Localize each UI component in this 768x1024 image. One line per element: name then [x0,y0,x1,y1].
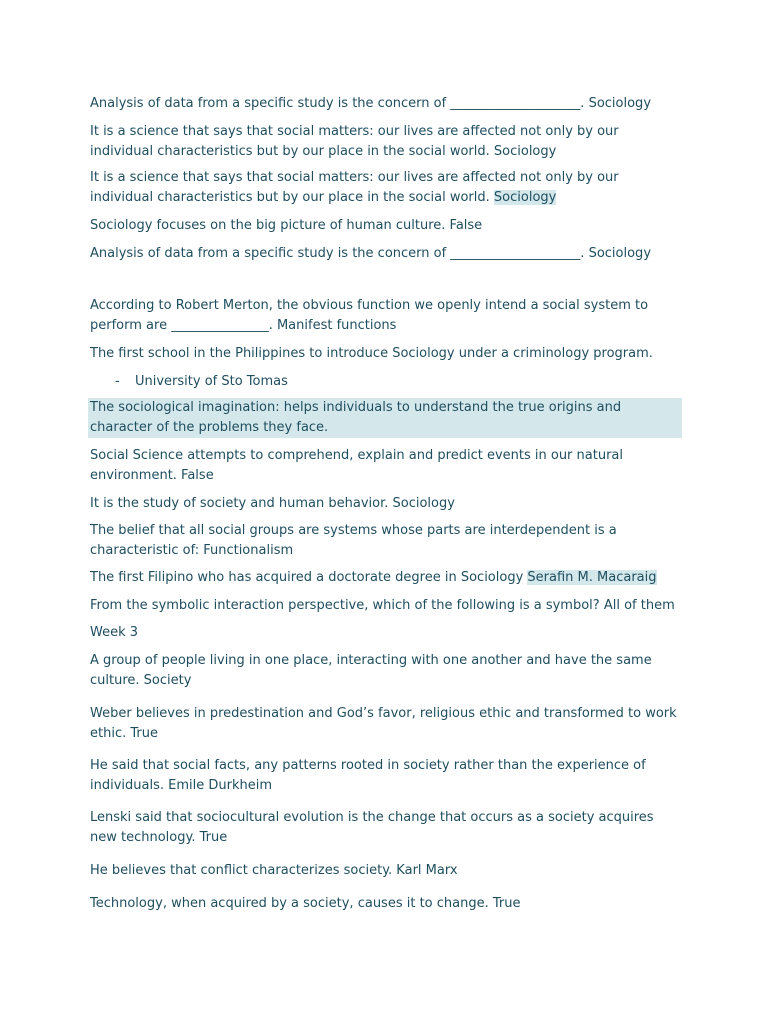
question-line: It is a science that says that social matters: our lives are affected not only by our individual characteristics but by our place in the social world. Sociology [90,124,619,159]
question-line: A group of people living in one place, interacting with one another and have the same culture. Society [90,653,652,688]
question-line: Analysis of data from a specific study is the concern of ____________________. Sociology [90,246,652,261]
section-heading: Week 3 [90,625,139,640]
question-text: The first Filipino who has acquired a doctorate degree in Sociology [90,570,524,585]
highlighted-question: The sociological imagination: helps individuals to understand the true origins and character of the problems they face. [88,398,682,438]
question-line: Lenski said that sociocultural evolution is the change that occurs as a society acquires new technology. True [90,810,654,845]
question-line [90,168,680,208]
question-line [90,568,680,588]
question-line: Sociology focuses on the big picture of human culture. False [90,218,483,233]
question-line: From the symbolic interaction perspective, which of the following is a symbol? All of them [90,598,675,613]
question-line: According to Robert Merton, the obvious function we openly intend a social system to perform are _______________. Manifest functions [90,298,649,333]
list-dash: - [115,374,120,389]
question-line: Technology, when acquired by a society, causes it to change. True [90,896,521,911]
question-line: The first school in the Philippines to introduce Sociology under a criminology program. [90,346,653,361]
question-text: It is a science that says that social matters: our lives are affected not only by our individual characteristics but by our place in the social world. [90,170,619,205]
question-line: It is the study of society and human behavior. Sociology [90,496,455,511]
list-item [115,372,705,392]
question-line: He believes that conflict characterizes society. Karl Marx [90,863,458,878]
question-line: He said that social facts, any patterns rooted in society rather than the experience of individuals. Emile Durkheim [90,758,646,793]
list-item-text: University of Sto Tomas [135,374,288,389]
question-line: The belief that all social groups are systems whose parts are interdependent is a characteristic of: Functionalism [90,523,617,558]
highlighted-answer: Sociology [493,190,557,205]
question-line: Social Science attempts to comprehend, explain and predict events in our natural environment. False [90,448,623,483]
question-line: Weber believes in predestination and God’s favor, religious ethic and transformed to work ethic. True [90,706,677,741]
question-line: Analysis of data from a specific study is the concern of ____________________. Sociology [90,96,652,111]
highlighted-answer: Serafin M. Macaraig [527,570,657,585]
